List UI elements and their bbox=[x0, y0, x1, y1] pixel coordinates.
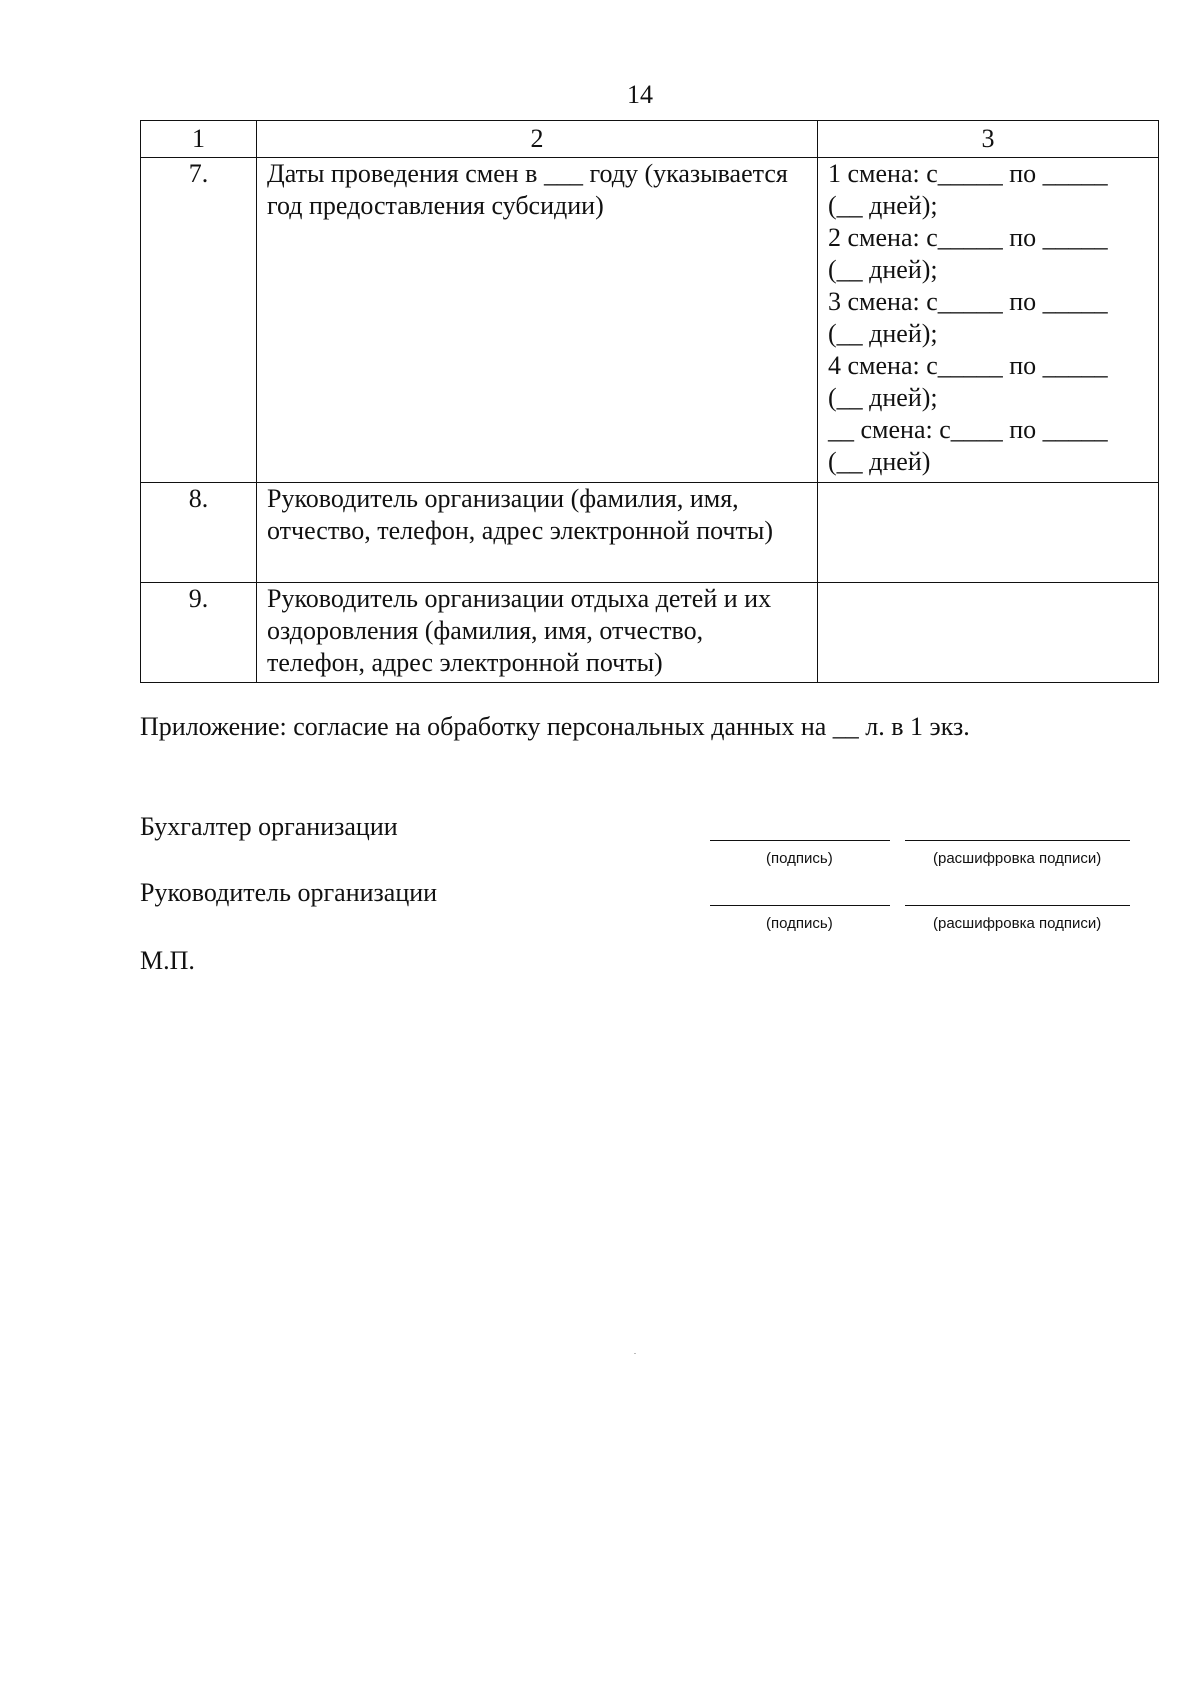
signature-caption: (подпись) bbox=[766, 915, 833, 932]
accountant-label: Бухгалтер организации bbox=[140, 812, 398, 841]
shift-days-line: (__ дней); bbox=[828, 319, 938, 348]
shift-days-line: (__ дней); bbox=[828, 191, 938, 220]
table-row bbox=[141, 158, 1159, 483]
shift-line: 1 смена: с_____ по _____ bbox=[828, 159, 1108, 188]
signature-line bbox=[710, 905, 890, 906]
shift-days-line: (__ дней); bbox=[828, 383, 938, 412]
row-number: 8. bbox=[141, 483, 257, 583]
header-col-2: 2 bbox=[257, 121, 818, 158]
stamp-placeholder: М.П. bbox=[140, 946, 195, 975]
empty-value-cell bbox=[818, 583, 1159, 683]
decode-line bbox=[905, 905, 1130, 906]
shift-line: __ смена: с____ по _____ bbox=[828, 415, 1108, 444]
form-table bbox=[140, 120, 1159, 683]
empty-value-cell bbox=[818, 483, 1159, 583]
header-col-3: 3 bbox=[818, 121, 1159, 158]
row-description: Руководитель организации отдыха детей и их оздоровления (фамилия, имя, отчество, телефон, адрес электронной почты) bbox=[257, 583, 818, 683]
header-col-1: 1 bbox=[141, 121, 257, 158]
shift-line: 2 смена: с_____ по _____ bbox=[828, 223, 1108, 252]
page-number: 14 bbox=[627, 80, 653, 109]
decode-line bbox=[905, 840, 1130, 841]
table-header-row bbox=[141, 121, 1159, 158]
row-number: 9. bbox=[141, 583, 257, 683]
shift-dates-cell bbox=[818, 158, 1159, 483]
table-row bbox=[141, 483, 1159, 583]
row-description: Руководитель организации (фамилия, имя, отчество, телефон, адрес электронной почты) bbox=[257, 483, 818, 583]
signature-line bbox=[710, 840, 890, 841]
shift-line: 4 смена: с_____ по _____ bbox=[828, 351, 1108, 380]
appendix-note: Приложение: согласие на обработку персональных данных на __ л. в 1 экз. bbox=[140, 712, 970, 741]
shift-days-line: (__ дней) bbox=[828, 447, 931, 476]
table-row bbox=[141, 583, 1159, 683]
decode-caption: (расшифровка подписи) bbox=[933, 915, 1102, 932]
scan-speck bbox=[634, 1353, 636, 1354]
signature-caption: (подпись) bbox=[766, 850, 833, 867]
decode-caption: (расшифровка подписи) bbox=[933, 850, 1102, 867]
row-number: 7. bbox=[141, 158, 257, 483]
shift-days-line: (__ дней); bbox=[828, 255, 938, 284]
director-label: Руководитель организации bbox=[140, 878, 438, 907]
shift-line: 3 смена: с_____ по _____ bbox=[828, 287, 1108, 316]
row-description: Даты проведения смен в ___ году (указывается год предоставления субсидии) bbox=[257, 158, 818, 483]
